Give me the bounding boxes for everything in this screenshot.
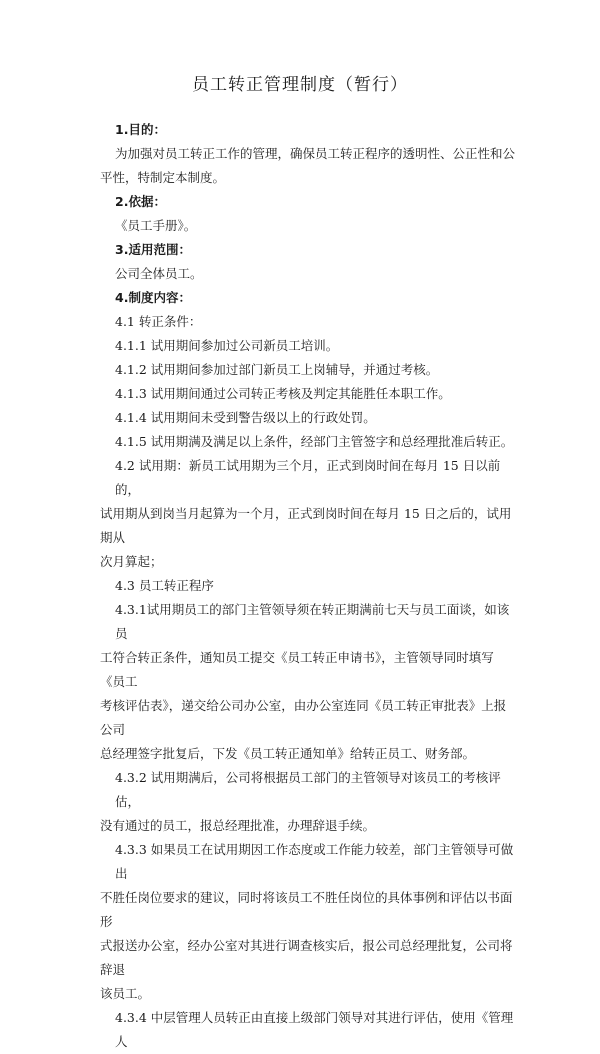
clause-line: 4.1.3 试用期间通过公司转正考核及判定其能胜任本职工作。 xyxy=(115,386,451,401)
clause-line: 4.1.1 试用期间参加过公司新员工培训。 xyxy=(115,338,339,353)
body-line: 为加强对员工转正工作的管理，确保员工转正程序的透明性、公正性和公 xyxy=(115,146,516,161)
clause-line: 试用期从到岗当月起算为一个月，正式到岗时间在每月 15 日之后的，试用期从 xyxy=(100,506,512,545)
body-line: 公司全体员工。 xyxy=(115,266,203,281)
clause-line: 不胜任岗位要求的建议，同时将该员工不胜任岗位的具体事例和评估以书面形 xyxy=(100,890,513,929)
clause-line: 4.3 员工转正程序 xyxy=(115,578,214,593)
clause-line: 没有通过的员工，报总经理批准，办理辞退手续。 xyxy=(100,818,376,833)
clause-line: 4.3.2 试用期满后，公司将根据员工部门的主管领导对该员工的考核评估， xyxy=(115,770,501,809)
clause-line: 4.1.2 试用期间参加过部门新员工上岗辅导，并通过考核。 xyxy=(115,362,439,377)
clause-line: 式报送办公室，经办公室对其进行调查核实后，报公司总经理批复，公司将辞退 xyxy=(100,938,513,977)
clause-line: 4.3.4 中层管理人员转正由直接上级部门领导对其进行评估，使用《管理人 xyxy=(115,1010,514,1049)
section-heading-purpose: 1.目的： xyxy=(115,122,166,137)
clause-line: 4.3.3 如果员工在试用期因工作态度或工作能力较差，部门主管领导可做出 xyxy=(115,842,514,881)
section-heading-scope: 3.适用范围： xyxy=(115,242,191,257)
section-heading-content: 4.制度内容： xyxy=(115,290,191,305)
clause-line: 该员工。 xyxy=(100,986,151,1001)
document-title: 员工转正管理制度（暂行） xyxy=(192,75,408,95)
clause-line: 4.2 试用期：新员工试用期为三个月，正式到岗时间在每月 15 日以前的， xyxy=(115,458,501,497)
clause-line: 次月算起； xyxy=(100,554,163,569)
body-line: 《员工手册》。 xyxy=(115,218,197,233)
body-line: 平性，特制定本制度。 xyxy=(100,170,226,185)
clause-line: 4.3.1试用期员工的部门主管领导须在转正期满前七天与员工面谈，如该员 xyxy=(115,602,510,641)
document-body xyxy=(100,118,516,1054)
clause-line: 考核评估表》，递交给公司办公室，由办公室连同《员工转正审批表》上报公司 xyxy=(100,698,507,737)
clause-line: 总经理签字批复后，下发《员工转正通知单》给转正员工、财务部。 xyxy=(100,746,476,761)
clause-line: 工符合转正条件，通知员工提交《员工转正申请书》，主管领导同时填写《员工 xyxy=(100,650,494,689)
clause-line: 4.1.4 试用期间未受到警告级以上的行政处罚。 xyxy=(115,410,376,425)
clause-line: 4.1.5 试用期满及满足以上条件，经部门主管签字和总经理批准后转正。 xyxy=(115,434,514,449)
section-heading-basis: 2.依据： xyxy=(115,194,166,209)
clause-line: 4.1 转正条件： xyxy=(115,314,202,329)
